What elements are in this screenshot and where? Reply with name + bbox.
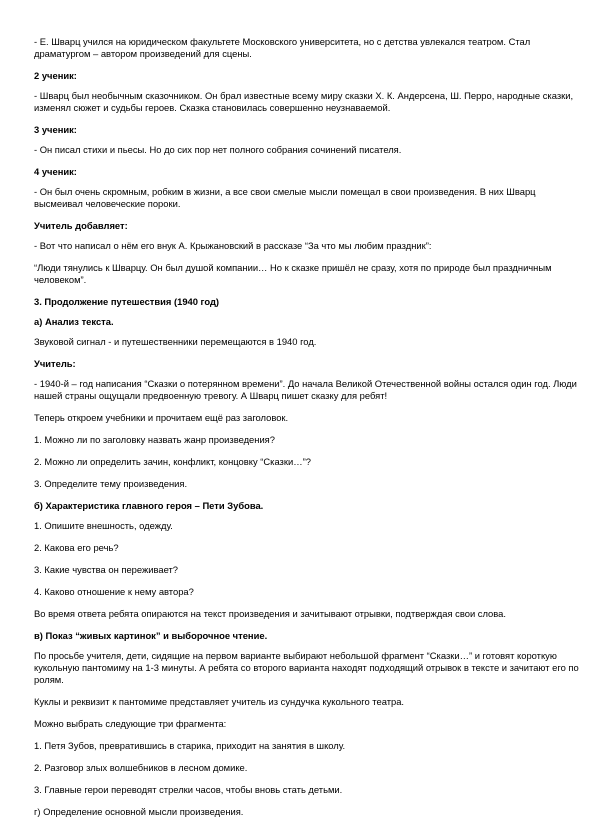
paragraph: Куклы и реквизит к пантомиме представляет учитель из сундучка кукольного театра. bbox=[34, 696, 405, 707]
question-item: 1. Можно ли по заголовку назвать жанр произведения? bbox=[34, 434, 275, 445]
fragment-item: 2. Разговор злых волшебников в лесном домике. bbox=[34, 762, 248, 773]
paragraph: По просьбе учителя, дети, сидящие на первом варианте выбирают небольшой фрагмент “Сказки…” и готовят короткую кукольную пантомиму на 1-3 минуты. А ребята со второго варианта находят подходящий отрывок в тексте и зачитают его по ролям. bbox=[34, 650, 579, 685]
paragraph: Теперь откроем учебники и прочитаем ещё раз заголовок. bbox=[34, 412, 289, 423]
document-page bbox=[34, 36, 580, 828]
question-item: 3. Определите тему произведения. bbox=[34, 478, 188, 489]
paragraph: Можно выбрать следующие три фрагмента: bbox=[34, 718, 227, 729]
paragraph: Звуковой сигнал - и путешественники перемещаются в 1940 год. bbox=[34, 336, 317, 347]
question-item: 2. Какова его речь? bbox=[34, 542, 119, 553]
speaker-heading: 3 ученик: bbox=[34, 124, 77, 135]
speaker-heading: Учитель добавляет: bbox=[34, 220, 128, 231]
speaker-heading: 2 ученик: bbox=[34, 70, 77, 81]
paragraph: - Шварц был необычным сказочником. Он брал известные всему миру сказки Х. К. Андерсена, Ш. Перро, народные сказки, изменял сюжет и судьбы героев. Сказка становилась совершенно неузнаваемой. bbox=[34, 90, 574, 113]
subsection-heading: в) Показ “живых картинок” и выборочное чтение. bbox=[34, 630, 268, 641]
subsection-heading: б) Характеристика главного героя – Пети Зубова. bbox=[34, 500, 264, 511]
fragment-item: 1. Петя Зубов, превратившись в старика, приходит на занятия в школу. bbox=[34, 740, 346, 751]
question-item: 4. Каково отношение к нему автора? bbox=[34, 586, 194, 597]
paragraph: - 1940-й – год написания “Сказки о потерянном времени”. До начала Великой Отечественной войны остался один год. Люди нашей страны ощущали предвоенную тревогу. А Шварц пишет сказку для ребят! bbox=[34, 378, 577, 401]
speaker-heading: 4 ученик: bbox=[34, 166, 77, 177]
question-item: 3. Какие чувства он переживает? bbox=[34, 564, 178, 575]
section-heading: 3. Продолжение путешествия (1940 год) bbox=[34, 296, 220, 307]
subsection-heading: а) Анализ текста. bbox=[34, 316, 114, 327]
paragraph: - Он был очень скромным, робким в жизни, а все свои смелые мысли помещал в свои произведения. В них Шварц высмеивал человеческие пороки. bbox=[34, 186, 536, 209]
quote-paragraph: “Люди тянулись к Шварцу. Он был душой компании… Но к сказке пришёл не сразу, хотя по природе был праздничным человеком”. bbox=[34, 262, 552, 285]
paragraph: - Е. Шварц учился на юридическом факультете Московского университета, но с детства увлекался театром. Стал драматургом – автором произведений для сцены. bbox=[34, 36, 531, 59]
question-item: 2. Можно ли определить зачин, конфликт, концовку “Сказки…”? bbox=[34, 456, 311, 467]
subsection-line: г) Определение основной мысли произведения. bbox=[34, 806, 244, 817]
question-item: 1. Опишите внешность, одежду. bbox=[34, 520, 173, 531]
paragraph: - Вот что написал о нём его внук А. Крыжановский в рассказе “За что мы любим праздник”: bbox=[34, 240, 432, 251]
paragraph: Во время ответа ребята опираются на текст произведения и зачитывают отрывки, подтверждая свои слова. bbox=[34, 608, 506, 619]
fragment-item: 3. Главные герои переводят стрелки часов, чтобы вновь стать детьми. bbox=[34, 784, 343, 795]
speaker-heading: Учитель: bbox=[34, 358, 76, 369]
paragraph: - Он писал стихи и пьесы. Но до сих пор нет полного собрания сочинений писателя. bbox=[34, 144, 402, 155]
